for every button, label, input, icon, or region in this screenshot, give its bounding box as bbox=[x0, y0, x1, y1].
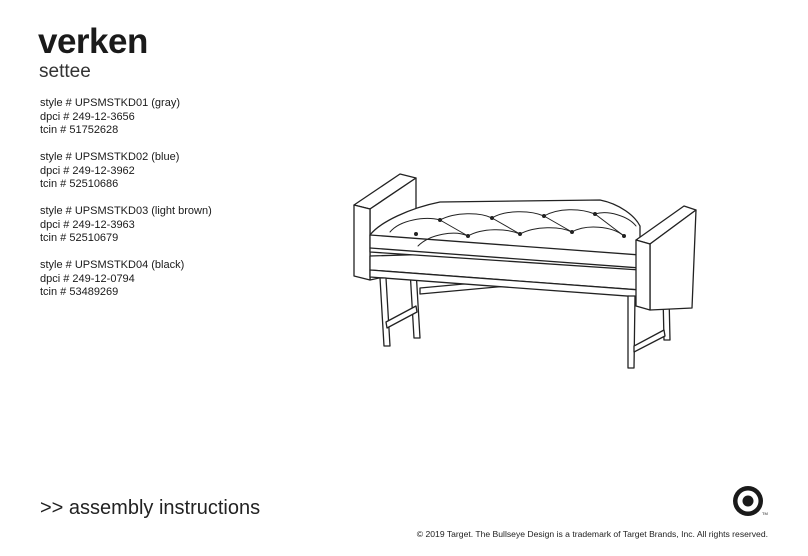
right-armrest bbox=[636, 206, 696, 310]
variant-list bbox=[40, 97, 320, 313]
trademark-mark: TM bbox=[762, 511, 768, 516]
product-title: verken bbox=[38, 22, 148, 61]
variant-dpci: dpci # 249-12-3963 bbox=[40, 218, 135, 231]
variant-item bbox=[40, 97, 320, 138]
settee-illustration bbox=[340, 160, 710, 380]
variant-tcin: tcin # 52510686 bbox=[40, 178, 119, 190]
variant-style: style # UPSMSTKD02 (blue) bbox=[40, 151, 180, 163]
variant-style: style # UPSMSTKD03 (light brown) bbox=[40, 205, 212, 217]
front-left-leg bbox=[380, 278, 390, 346]
variant-dpci: dpci # 249-12-3656 bbox=[40, 110, 135, 123]
variant-tcin: tcin # 51752628 bbox=[40, 124, 119, 136]
variant-dpci: dpci # 249-12-0794 bbox=[40, 272, 135, 285]
copyright-notice: © 2019 Target. The Bullseye Design is a trademark of Target Brands, Inc. All rights reserved. bbox=[416, 529, 768, 539]
front-right-leg bbox=[628, 296, 635, 368]
product-subtitle: settee bbox=[39, 61, 91, 82]
variant-style: style # UPSMSTKD01 (gray) bbox=[40, 97, 180, 109]
variant-item bbox=[40, 205, 320, 246]
target-bullseye-logo-icon bbox=[732, 484, 766, 518]
variant-dpci: dpci # 249-12-3962 bbox=[40, 164, 135, 177]
variant-style: style # UPSMSTKD04 (black) bbox=[40, 259, 185, 271]
right-side-stretcher bbox=[634, 330, 665, 352]
variant-item bbox=[40, 259, 320, 300]
variant-tcin: tcin # 53489269 bbox=[40, 286, 119, 298]
assembly-instructions-heading: >> assembly instructions bbox=[40, 497, 261, 519]
variant-item bbox=[40, 151, 320, 192]
variant-tcin: tcin # 52510679 bbox=[40, 232, 119, 244]
